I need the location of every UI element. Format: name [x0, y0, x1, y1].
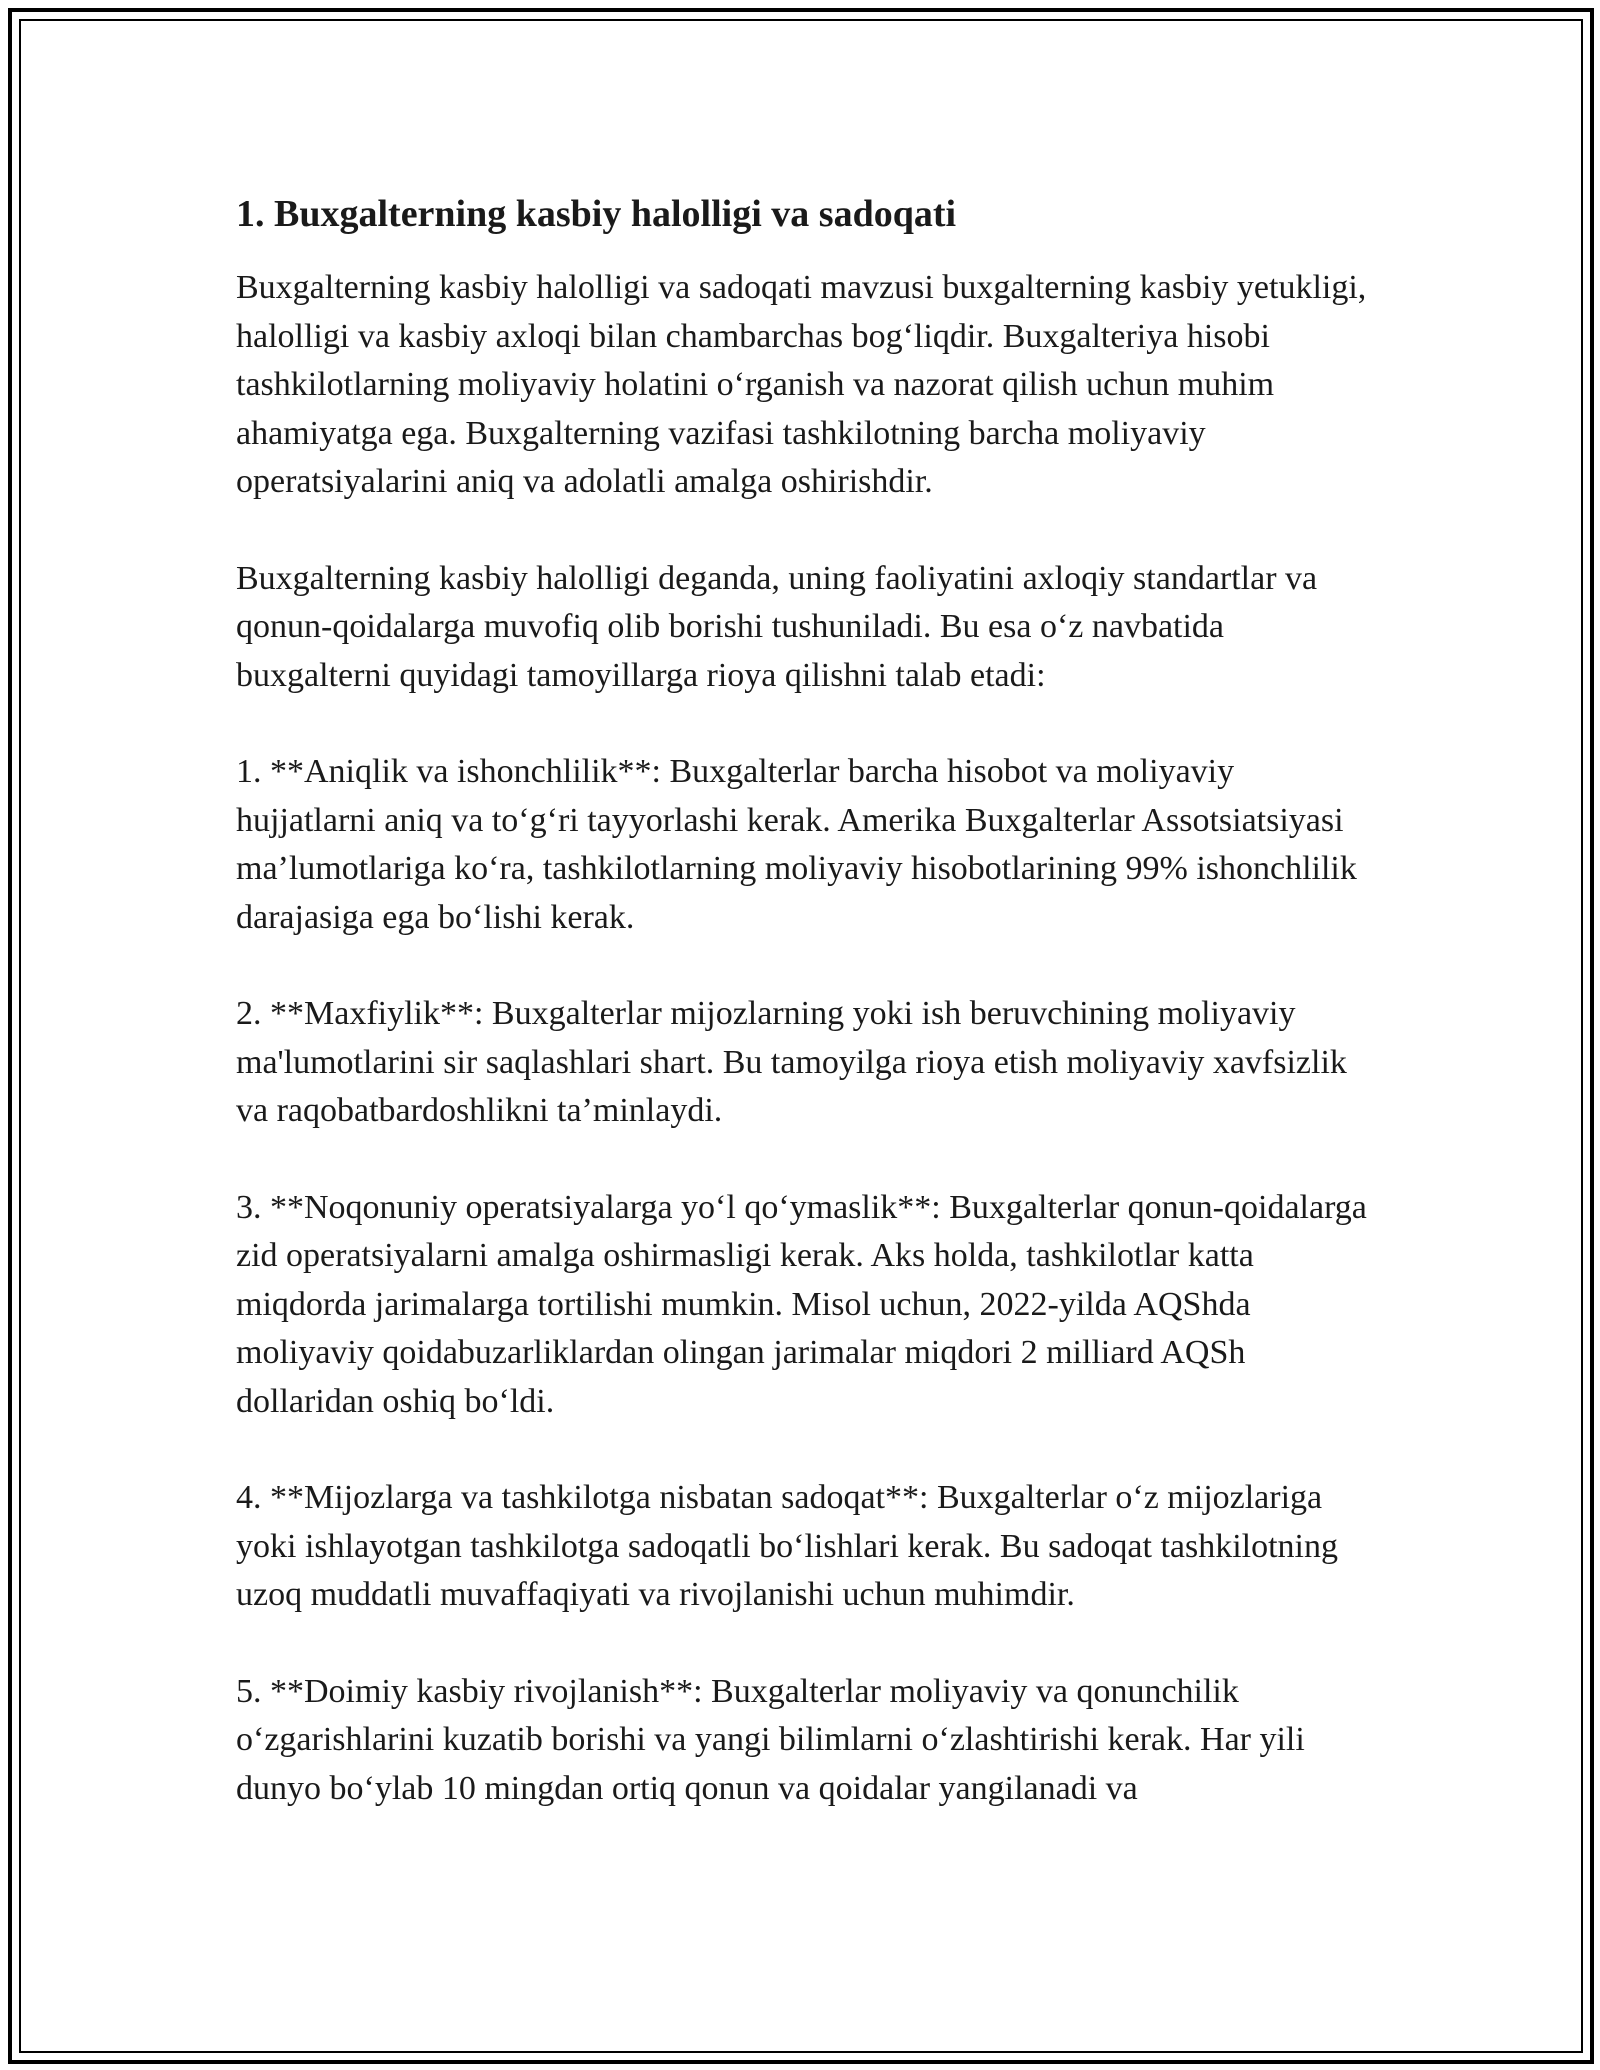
list-item-accuracy: 1. **Aniqlik va ishonchlilik**: Buxgalterlar barcha hisobot va moliyaviy hujjatlarni aniq va to‘g‘ri tayyorlashi kerak. Amerika Buxgalterlar Assotsiatsiyasi ma’lumotlariga ko‘ra, tashkilotlarning moliyaviy hisobotlarining 99% ishonchlilik darajasiga ega bo‘lishi kerak. [236, 753, 1357, 936]
paragraph-principles-intro: Buxgalterning kasbiy halolligi deganda, uning faoliyatini axloqiy standartlar va qonun-qoidalarga muvofiq olib borishi tushuniladi. Bu esa o‘z navbatida buxgalterni quyidagi tamoyillarga rioya qilishni talab etadi: [236, 559, 1318, 694]
list-item-illegal-operations: 3. **Noqonuniy operatsiyalarga yo‘l qo‘ymaslik**: Buxgalterlar qonun-qoidalarga zid operatsiyalarni amalga oshirmasligi kerak. Aks holda, tashkilotlar katta miqdorda jarimalarga tortilishi mumkin. Misol uchun, 2022-yilda AQShda moliyaviy qoidabuzarliklardan olingan jarimalar miqdori 2 milliard AQSh dollaridan oshiq bo‘ldi. [236, 1188, 1367, 1420]
list-item-professional-development: 5. **Doimiy kasbiy rivojlanish**: Buxgalterlar moliyaviy va qonunchilik o‘zgarishlarini kuzatib borishi va yangi bilimlarni o‘zlashtirishi kerak. Har yili dunyo bo‘ylab 10 mingdan ortiq qonun va qoidalar yangilanadi va [236, 1672, 1305, 1807]
document-body [236, 190, 1376, 1861]
paragraph-intro: Buxgalterning kasbiy halolligi va sadoqati mavzusi buxgalterning kasbiy yetukligi, halolligi va kasbiy axloqi bilan chambarchas bog‘liqdir. Buxgalteriya hisobi tashkilotlarning moliyaviy holatini o‘rganish va nazorat qilish uchun muhim ahamiyatga ega. Buxgalterning vazifasi tashkilotning barcha moliyaviy operatsiyalarini aniq va adolatli amalga oshirishdir. [236, 269, 1367, 500]
section-heading: 1. Buxgalterning kasbiy halolligi va sadoqati [236, 193, 957, 235]
list-item-loyalty: 4. **Mijozlarga va tashkilotga nisbatan sadoqat**: Buxgalterlar o‘z mijozlariga yoki ishlayotgan tashkilotga sadoqatli bo‘lishlari kerak. Bu sadoqat tashkilotning uzoq muddatli muvaffaqiyati va rivojlanishi uchun muhimdir. [236, 1479, 1338, 1613]
list-item-confidentiality: 2. **Maxfiylik**: Buxgalterlar mijozlarning yoki ish beruvchining moliyaviy ma'lumotlarini sir saqlashlari shart. Bu tamoyilga rioya etish moliyaviy xavfsizlik va raqobatbardoshlikni ta’minlaydi. [236, 995, 1347, 1129]
